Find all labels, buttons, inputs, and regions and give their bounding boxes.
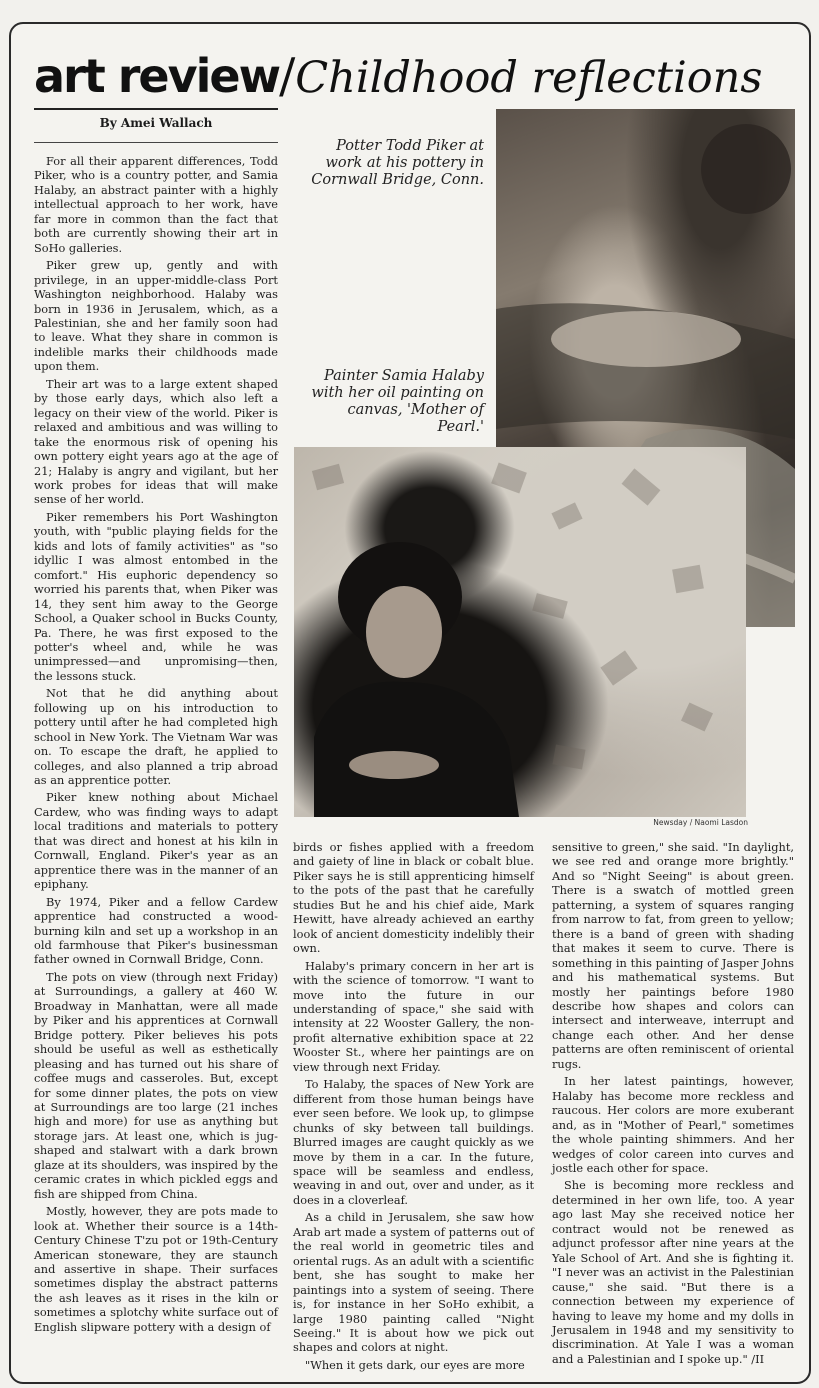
photo-caption-halaby: Painter Samia Halaby with her oil painting on canvas, 'Mother of Pearl.' xyxy=(311,368,484,435)
article-title: Childhood reflections xyxy=(295,53,763,103)
masthead xyxy=(34,48,794,104)
painter-photo-shapes xyxy=(294,447,746,817)
paragraph: "When it gets dark, our eyes are more xyxy=(305,1357,525,1372)
photo-credit: Newsday / Naomi Lasdon xyxy=(653,818,748,827)
paragraph: Halaby's primary concern in her art is with the science of tomorrow. "I want to move into the future in our understanding of space," she said with intensity at 22 Wooster Gallery, the non-profit alternative exhibition space at 22 Wooster St., where her paintings are on view through next Friday. xyxy=(293,958,534,1074)
section-label: art review xyxy=(34,49,280,103)
masthead-slash: / xyxy=(279,48,296,104)
paragraph: For all their apparent differences, Todd Piker, who is a country potter, and Samia Halaby, an abstract painter with a highly intellectual approach to her work, have far more in common than the fact that both are currently showing their art in SoHo galleries. xyxy=(34,154,278,255)
article-column-1 xyxy=(34,154,278,1337)
photo-caption-piker: Potter Todd Piker at work at his pottery in Cornwall Bridge, Conn. xyxy=(311,138,484,188)
paragraph: As a child in Jerusalem, she saw how Arab art made a system of patterns out of the real world in geometric tiles and oriental rugs. As an adult with a scientific bent, she has sought to make her paintings into a system of seeing. There is, for instance in her SoHo exhibit, a large 1980 painting called "Night Seeing." It is about how we pick out shapes and colors at night. xyxy=(293,1210,534,1355)
paragraph: She is becoming more reckless and determined in her own life, too. A year ago last May she received notice her contract would not be renewed as adjunct professor after nine years at the Yale School of Art. And she is fighting it. "I never was an activist in the Palestinian cause," she said. "But there is a connection between my experience of having to leave my home and my dolls in Jerusalem in 1948 and my sensitivity to discrimination. At Yale I was a woman and a Palestinian and I spoke up." /II xyxy=(552,1178,794,1366)
byline: By Amei Wallach xyxy=(99,116,213,130)
paragraph: Not that he did anything about following up on his introduction to pottery until after he had completed high school in New York. The Vietnam War was on. To escape the draft, he applied to colleges, and also planned a trip abroad as an apprentice potter. xyxy=(34,686,278,788)
byline-top-rule xyxy=(34,108,278,110)
paragraph: Piker knew nothing about Michael Cardew, who was finding ways to adapt local traditions and materials to pottery that was direct and honest at his kiln in Cornwall, England. Piker's year as an apprentice there was in the manner of an epiphany. xyxy=(34,790,278,892)
paragraph: birds or fishes applied with a freedom and gaiety of line in black or cobalt blue. Piker says he is still apprenticing himself to the pots of the past that he carefully studies But he and his chief aide, Mark Hewitt, have already achieved an earthy look of ancient domesticity indelibly their own. xyxy=(293,840,534,956)
paragraph: Piker remembers his Port Washington youth, with "public playing fields for the kids and lots of family activities" as "so idyllic I was almost entombed in the comfort." His euphoric dependency so worried his parents that, when Piker was 14, they sent him away to the George School, a Quaker school in Bucks County, Pa. There, he was first exposed to the potter's wheel and, while he was unimpressed—and unpromising—then, the lessons stuck. xyxy=(34,509,278,683)
article-column-3 xyxy=(552,840,794,1369)
paragraph: Piker grew up, gently and with privilege, in an upper-middle-class Port Washington neighborhood. Halaby was born in 1936 in Jerusalem, which, as a Palestinian, she and her family soon had to leave. What they share in common is indelible marks their childhoods made upon them. xyxy=(34,258,278,374)
paragraph: By 1974, Piker and a fellow Cardew apprentice had constructed a wood-burning kiln and set up a workshop in an old farmhouse that Piker's businessman father owned in Cornwall Bridge, Conn. xyxy=(34,894,278,967)
paragraph: The pots on view (through next Friday) at Surroundings, a gallery at 460 W. Broadway in Manhattan, were all made by Piker and his apprentices at Cornwall Bridge pottery. Piker believes his pots should be useful as well as esthetically pleasing and has turned out his share of coffee mugs and casseroles. But, except for some dinner plates, the pots on view at Surroundings are too large (21 inches high and more) for use as anything but storage jars. At least one, which is jug-shaped and stalwart with a dark brown glaze at its shoulders, was inspired by the ceramic crates in which pickled eggs and fish are shipped from China. xyxy=(34,969,278,1201)
paragraph: Their art was to a large extent shaped by those early days, which also left a legacy on their view of the world. Piker is relaxed and ambitious and was willing to take the enormous risk of opening his own pottery eight years ago at the age of 21; Halaby is angry and vigilant, but her work probes for ideas that will make sense of her world. xyxy=(34,376,278,507)
byline-bottom-rule xyxy=(34,142,278,143)
paragraph: Mostly, however, they are pots made to look at. Whether their source is a 14th-Century Chinese T'zu pot or 19th-Century American stoneware, they are staunch and assertive in shape. Their surfaces sometimes display the abstract patterns the ash leaves as it rises in the kiln or sometimes a splotchy white surface out of English slipware pottery with a design of xyxy=(34,1204,278,1334)
paragraph: To Halaby, the spaces of New York are different from those human beings have ever seen before. We look up, to glimpse chunks of sky between tall buildings. Blurred images are caught quickly as we move by them in a car. In the future, space will be seamless and endless, weaving in and out, over and under, as it does in a cloverleaf. xyxy=(293,1077,534,1207)
photo-painter-with-canvas xyxy=(294,447,746,817)
article-column-2 xyxy=(293,840,534,1375)
paragraph: sensitive to green," she said. "In daylight, we see red and orange more brightly." And so "Night Seeing" is about green. There is a swatch of mottled green patterning, a system of squares ranging from narrow to fat, from green to yellow; there is a band of green with shading that makes it seem to curve. There is something in this painting of Jasper Johns and his mathematical systems. But mostly her paintings before 1980 describe how shapes and colors can intersect and interweave, interrupt and change each other. And her dense patterns are often reminiscent of oriental rugs. xyxy=(552,840,794,1071)
paragraph: In her latest paintings, however, Halaby has become more reckless and raucous. Her colors are more exuberant and, as in "Mother of Pearl," sometimes the whole painting shimmers. And her wedges of color careen into curves and jostle each other for space. xyxy=(552,1074,794,1175)
